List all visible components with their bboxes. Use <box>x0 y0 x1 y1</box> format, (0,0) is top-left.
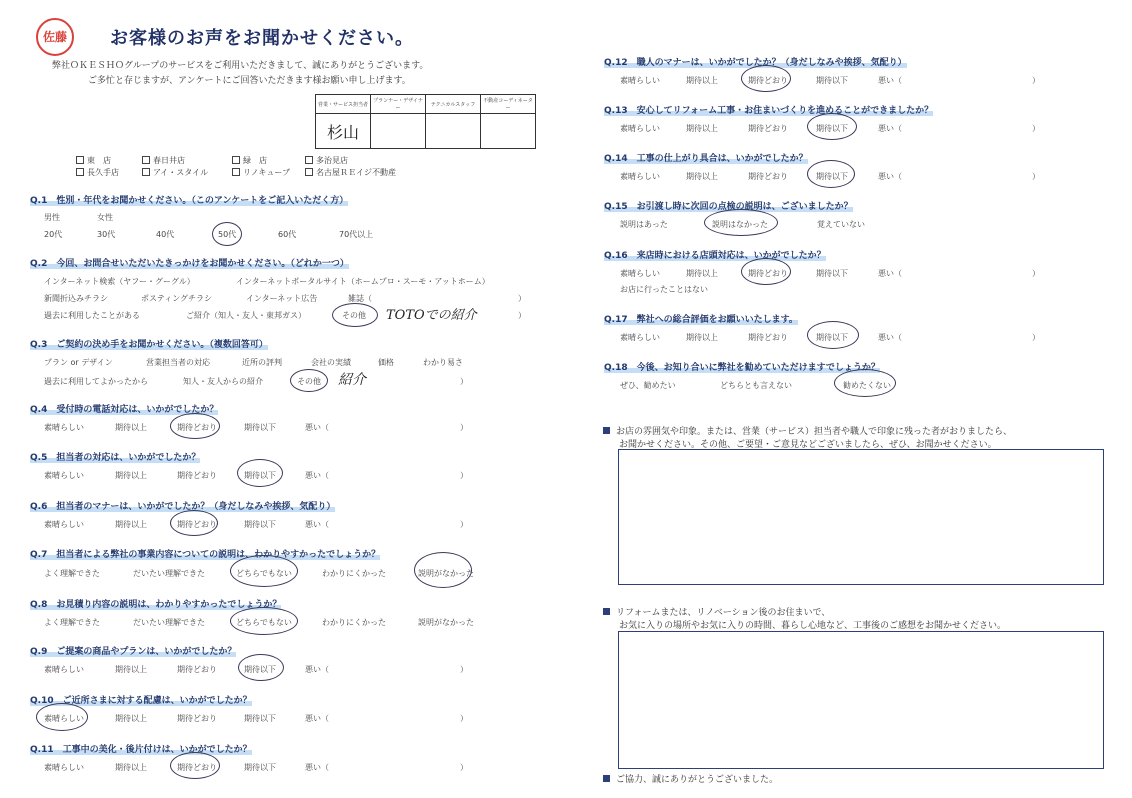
option-selected[interactable]: 素晴らしい <box>44 714 84 723</box>
option[interactable]: 近所の評判 <box>242 358 282 367</box>
option[interactable]: 60代 <box>278 230 297 239</box>
bracket: ） <box>460 520 468 529</box>
answer-circle <box>36 703 88 731</box>
option[interactable]: だいたい理解できた <box>133 618 205 627</box>
option[interactable]: 悪い（ <box>878 172 902 181</box>
option[interactable]: 悪い（ <box>878 76 902 85</box>
option[interactable]: 期待どおり <box>748 172 788 181</box>
option[interactable]: ご紹介（知人・友人・東邦ガス） <box>186 311 306 320</box>
option[interactable]: 期待どおり <box>177 665 217 674</box>
staff-table <box>315 94 536 149</box>
option[interactable]: 悪い（ <box>878 124 902 133</box>
section-2-line-2: お気に入りの場所やお気に入りの時間、暮らし心地など、工事後のご感想をお聞かせください。 <box>619 621 1007 631</box>
question-q3: Q.3 ご契約の決め手をお聞かせください。（複数回答可） <box>30 337 268 350</box>
bullet-square-icon <box>603 427 610 434</box>
option[interactable]: 説明がなかった <box>418 569 474 578</box>
option[interactable]: 期待以上 <box>115 471 147 480</box>
answer-circle <box>170 413 220 439</box>
bracket: ） <box>460 377 468 386</box>
option[interactable]: どちらでもない <box>236 569 292 578</box>
option[interactable]: 過去に利用してよかったから <box>44 377 148 386</box>
question-q16: Q.16 来店時における店頭対応は、いかがでしたか？ <box>604 248 826 261</box>
bracket: ） <box>518 294 526 303</box>
option[interactable]: ぜひ、勧めたい <box>620 381 676 390</box>
bullet-square-icon <box>603 608 610 615</box>
option[interactable]: 悪い（ <box>305 520 329 529</box>
page-title: お客様のお声をお聞かせください。 <box>110 28 414 49</box>
option[interactable]: だいたい理解できた <box>133 569 205 578</box>
option[interactable]: 期待以上 <box>115 665 147 674</box>
option-selected[interactable]: 期待どおり <box>177 520 217 529</box>
option[interactable]: インターネット検索（ヤフー・グーグル） <box>44 277 195 286</box>
option[interactable]: 素晴らしい <box>44 763 84 772</box>
question-q15: Q.15 お引渡し時に次回の点検の説明は、ございましたか？ <box>604 199 853 212</box>
option[interactable]: 期待以下 <box>816 76 848 85</box>
answer-circle <box>807 160 855 188</box>
intro-line-1: 弊社ＯＫＥＳＨＯグループのサービスをご利用いただきまして、誠にありがとうございます。 <box>52 61 429 71</box>
option[interactable]: 40代 <box>156 230 175 239</box>
option[interactable]: 期待以上 <box>686 269 718 278</box>
option[interactable]: 素晴らしい <box>44 665 84 674</box>
option[interactable]: 期待どおり <box>177 714 217 723</box>
option-selected[interactable]: その他 <box>342 311 366 320</box>
option[interactable]: インターネット広告 <box>246 294 318 303</box>
option[interactable]: 素晴らしい <box>44 520 84 529</box>
staff-header: プランナー・デザイナー <box>371 95 426 114</box>
option-selected[interactable]: 期待以下 <box>816 172 848 181</box>
staff-cell[interactable] <box>371 114 426 149</box>
option-selected[interactable]: 期待以下 <box>244 471 276 480</box>
question-q7: Q.7 担当者による弊社の事業内容についての説明は、わかりやすかったでしょうか？ <box>30 547 380 560</box>
staff-header: 営業・サービス担当者 <box>316 95 371 114</box>
checkbox-icon <box>232 168 240 176</box>
option[interactable]: 新聞折込みチラシ <box>44 294 108 303</box>
bracket: ） <box>460 471 468 480</box>
option-selected[interactable]: 期待どおり <box>748 76 788 85</box>
option[interactable]: 会社の実績 <box>311 358 351 367</box>
option[interactable]: 20代 <box>44 230 63 239</box>
option[interactable]: プラン or デザイン <box>44 358 113 367</box>
option[interactable]: 覚えていない <box>817 220 865 229</box>
bracket: ） <box>1032 76 1040 85</box>
option[interactable]: 素晴らしい <box>620 269 660 278</box>
option-selected[interactable]: 期待以下 <box>816 124 848 133</box>
option[interactable]: 70代以上 <box>339 230 374 239</box>
option[interactable]: 悪い（ <box>305 763 329 772</box>
section-1-line-2: お聞かせください。その他、ご要望・ご意見などございましたら、ぜひ、お聞かせください。 <box>619 440 997 450</box>
option[interactable]: 30代 <box>97 230 116 239</box>
answer-circle <box>741 258 791 285</box>
option-selected[interactable]: 期待以下 <box>244 665 276 674</box>
answer-circle <box>212 222 242 246</box>
option[interactable]: ポスティングチラシ <box>141 294 213 303</box>
option[interactable]: 期待以下 <box>244 763 276 772</box>
option[interactable]: 知人・友人からの紹介 <box>183 377 263 386</box>
answer-circle <box>170 510 218 536</box>
option-selected[interactable]: どちらでもない <box>236 618 292 627</box>
option[interactable]: 悪い（ <box>305 423 329 432</box>
store-option[interactable]: リノキューブ <box>232 167 290 178</box>
bracket: ） <box>460 665 468 674</box>
answer-circle <box>807 113 857 140</box>
option[interactable]: 期待以下 <box>244 423 276 432</box>
bracket: ） <box>460 714 468 723</box>
answer-circle <box>332 303 378 327</box>
question-q17: Q.17 弊社への総合評価をお願いいたします。 <box>604 312 798 325</box>
option[interactable]: よく理解できた <box>44 618 100 627</box>
comment-box-1[interactable] <box>618 449 1104 585</box>
question-q12: Q.12 職人のマナーは、いかがでしたか？（身だしなみや挨拶、気配り） <box>604 55 907 68</box>
option[interactable]: 素晴らしい <box>44 423 84 432</box>
option[interactable]: 期待以上 <box>686 333 718 342</box>
option[interactable]: 説明はあった <box>620 220 668 229</box>
option[interactable]: 期待どおり <box>748 333 788 342</box>
question-q13: Q.13 安心してリフォーム工事・お住まいづくりを進めることができましたか？ <box>604 103 933 116</box>
store-option[interactable]: 多治見店 <box>305 155 348 166</box>
bracket: ） <box>1032 172 1040 181</box>
checkbox-icon <box>76 168 84 176</box>
intro-line-2: ご多忙と存じますが、アンケートにご回答いただきます様お願い申し上げます。 <box>88 76 411 86</box>
store-option[interactable]: アイ・スタイル <box>142 167 208 178</box>
section-2-line-1: リフォームまたは、リノベーション後のお住まいで、 <box>603 605 830 618</box>
thanks-message: ご協力、誠にありがとうございました。 <box>603 772 778 785</box>
option[interactable]: 素晴らしい <box>44 471 84 480</box>
option[interactable]: 悪い（ <box>305 665 329 674</box>
option[interactable]: 価格 <box>378 358 394 367</box>
option[interactable]: よく理解できた <box>44 569 100 578</box>
option[interactable]: 期待以下 <box>244 520 276 529</box>
option[interactable]: 期待以上 <box>115 763 147 772</box>
store-option[interactable]: 長久手店 <box>76 167 119 178</box>
handwritten-answer: 紹介 <box>338 372 366 388</box>
option[interactable]: 悪い（ <box>878 333 902 342</box>
checkbox-icon <box>305 156 313 164</box>
answer-circle <box>741 65 791 92</box>
option[interactable]: 期待以上 <box>115 714 147 723</box>
answer-circle <box>170 752 220 779</box>
question-q10: Q.10 ご近所さまに対する配慮は、いかがでしたか？ <box>30 693 252 706</box>
bracket: ） <box>1032 333 1040 342</box>
option[interactable]: 過去に利用したことがある <box>44 311 140 320</box>
staff-cell[interactable] <box>426 114 481 149</box>
question-q11: Q.11 工事中の美化・後片付けは、いかがでしたか？ <box>30 742 252 755</box>
option-selected[interactable]: 勧めたくない <box>843 381 891 390</box>
option[interactable]: わかりにくかった <box>322 618 386 627</box>
option[interactable]: 期待以下 <box>244 714 276 723</box>
answer-circle <box>230 607 298 635</box>
question-q1: Q.1 性別・年代をお聞かせください。（このアンケートをご記入いただく方） <box>30 193 348 206</box>
checkbox-icon <box>305 168 313 176</box>
bracket: ） <box>1032 269 1040 278</box>
checkbox-icon <box>142 168 150 176</box>
seal-stamp: 佐藤 <box>36 18 74 56</box>
bracket: ） <box>518 311 526 320</box>
bullet-square-icon <box>603 775 610 782</box>
option-selected[interactable]: 50代 <box>218 230 237 239</box>
comment-box-2[interactable] <box>618 631 1104 769</box>
option[interactable]: 説明がなかった <box>418 618 474 627</box>
bracket: ） <box>1032 124 1040 133</box>
option[interactable]: 期待以上 <box>686 172 718 181</box>
question-q8: Q.8 お見積り内容の説明は、わかりやすかったでしょうか？ <box>30 597 281 610</box>
answer-circle <box>834 369 896 397</box>
section-1-line-1: お店の雰囲気や印象。または、営業（サービス）担当者や職人で印象に残った者がおりましたら、 <box>603 424 1012 437</box>
question-q18: Q.18 今後、お知り合いに弊社を勧めていただけますでしょうか？ <box>604 360 880 373</box>
option-selected[interactable]: 期待以下 <box>816 333 848 342</box>
answer-circle <box>704 209 778 236</box>
question-q9: Q.9 ご提案の商品やプランは、いかがでしたか？ <box>30 644 236 657</box>
bracket: ） <box>460 423 468 432</box>
staff-header: 不動産コーディネーター <box>481 95 536 114</box>
staff-header: テクニカルスタッフ <box>426 95 481 114</box>
option[interactable]: 期待以上 <box>115 520 147 529</box>
handwritten-answer: TOTOでの紹介 <box>386 308 477 323</box>
answer-circle <box>237 459 283 487</box>
option[interactable]: 素晴らしい <box>620 76 660 85</box>
option[interactable]: 素晴らしい <box>620 172 660 181</box>
store-option[interactable]: 東 店 <box>76 155 111 166</box>
question-q14: Q.14 工事の仕上がり具合は、いかがでしたか？ <box>604 151 808 164</box>
question-q4: Q.4 受付時の電話対応は、いかがでしたか？ <box>30 402 218 415</box>
option[interactable]: 女性 <box>97 213 113 222</box>
option[interactable]: 期待以上 <box>686 124 718 133</box>
option[interactable]: 期待以上 <box>115 423 147 432</box>
option-selected[interactable]: 期待どおり <box>177 423 217 432</box>
store-option[interactable]: 名古屋ＲＥイジ不動産 <box>305 167 396 178</box>
option[interactable]: お店に行ったことはない <box>620 285 708 294</box>
bracket: ） <box>460 763 468 772</box>
option[interactable]: 素晴らしい <box>620 124 660 133</box>
option[interactable]: 悪い（ <box>305 471 329 480</box>
checkbox-icon <box>232 156 240 164</box>
question-q6: Q.6 担当者のマナーは、いかがでしたか？（身だしなみや挨拶、気配り） <box>30 499 335 512</box>
answer-circle <box>230 555 298 587</box>
answer-circle <box>238 654 284 681</box>
option-selected[interactable]: その他 <box>297 377 321 386</box>
checkbox-icon <box>142 156 150 164</box>
option[interactable]: 期待以上 <box>686 76 718 85</box>
store-option[interactable]: 緑 店 <box>232 155 267 166</box>
staff-sales-signature[interactable]: 杉山 <box>316 114 371 149</box>
answer-circle <box>414 552 472 588</box>
option[interactable]: 期待どおり <box>177 471 217 480</box>
option[interactable]: 営業担当者の対応 <box>146 358 210 367</box>
option[interactable]: インターネットポータルサイト（ホームプロ・スーモ・アットホーム） <box>236 277 490 286</box>
store-option[interactable]: 春日井店 <box>142 155 185 166</box>
option[interactable]: 悪い（ <box>305 714 329 723</box>
answer-circle <box>807 321 859 349</box>
option-selected[interactable]: 説明はなかった <box>712 220 768 229</box>
option-selected[interactable]: 期待どおり <box>748 269 788 278</box>
option-selected[interactable]: 期待どおり <box>177 763 217 772</box>
question-q5: Q.5 担当者の対応は、いかがでしたか？ <box>30 450 200 463</box>
option[interactable]: 期待以下 <box>816 269 848 278</box>
staff-cell[interactable] <box>481 114 536 149</box>
option[interactable]: 男性 <box>44 213 60 222</box>
option[interactable]: 素晴らしい <box>620 333 660 342</box>
option[interactable]: 雑誌（ <box>348 294 372 303</box>
answer-circle <box>290 369 328 392</box>
option[interactable]: わかりにくかった <box>322 569 386 578</box>
question-q2: Q.2 今回、お問合せいただいたきっかけをお聞かせください。（どれか一つ） <box>30 256 349 269</box>
option[interactable]: 悪い（ <box>878 269 902 278</box>
option[interactable]: どちらとも言えない <box>720 381 792 390</box>
checkbox-icon <box>76 156 84 164</box>
option[interactable]: わかり易さ <box>423 358 463 367</box>
option[interactable]: 期待どおり <box>748 124 788 133</box>
